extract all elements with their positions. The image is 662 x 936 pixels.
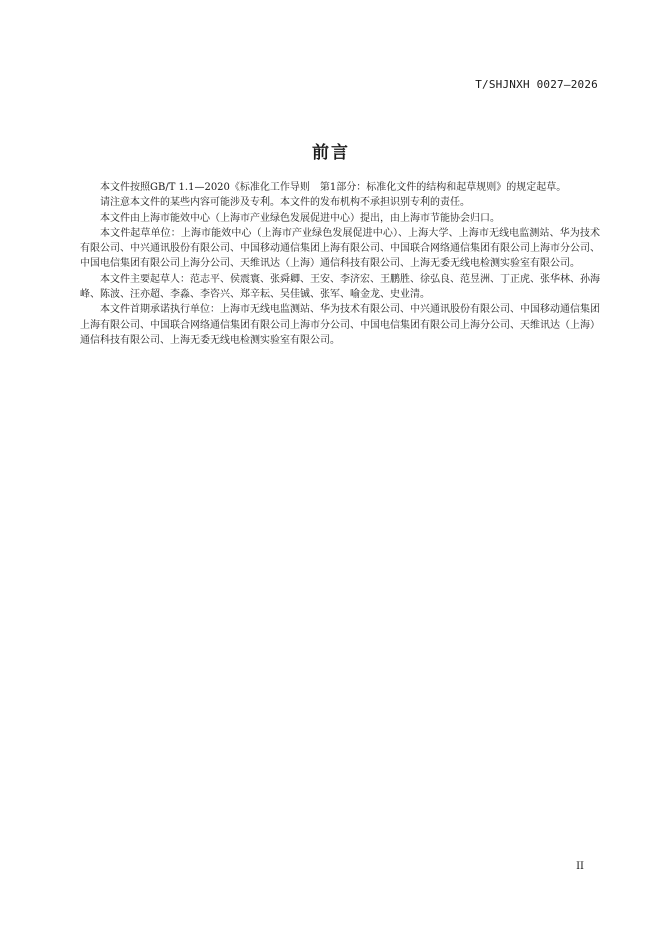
paragraph-patent-notice: 请注意本文件的某些内容可能涉及专利。本文件的发布机构不承担识别专利的责任。 [100,197,470,209]
paragraph-first-adopters: 本文件首期承诺执行单位：上海市无线电监测站、华为技术有限公司、中兴通讯股份有限公司、中国移动通信集团上海有限公司、中国联合网络通信集团有限公司上海市分公司、中国电信集团有限公司上海分公司、天维讯达（上海）通信科技有限公司、上海无委无线电检测实验室有限公司。 [80,304,600,346]
paragraph-proposer: 本文件由上海市能效中心（上海市产业绿色发展促进中心）提出，由上海市节能协会归口。 [100,212,500,224]
paragraph-drafting-units: 本文件起草单位：上海市能效中心（上海市产业绿色发展促进中心）、上海大学、上海市无线电监测站、华为技术有限公司、中兴通讯股份有限公司、中国移动通信集团上海有限公司、中国联合网络通信集团有限公司上海市分公司、中国电信集团有限公司上海分公司、天维讯达（上海）通信科技有限公司、上海无委无线电检测实验室有限公司。 [80,227,600,270]
page-number: II [576,861,584,872]
page-title: 前言 [312,143,350,163]
body-text [80,180,600,348]
paragraph-main-drafters: 本文件主要起草人：范志平、侯震寰、张舜卿、王安、李济宏、王鹏胜、徐弘良、范昱洲、丁正虎、张华林、孙海峰、陈波、汪亦超、李淼、李咨兴、郑辛耘、吴佳铖、张军、喻金龙、史业清。 [80,273,600,301]
paragraph-drafting-rules: 本文件按照GB/T 1.1—2020《标准化工作导则 第1部分：标准化文件的结构和起草规则》的规定起草。 [100,182,567,193]
document-code: T/SHJNXH 0027—2026 [475,78,598,91]
